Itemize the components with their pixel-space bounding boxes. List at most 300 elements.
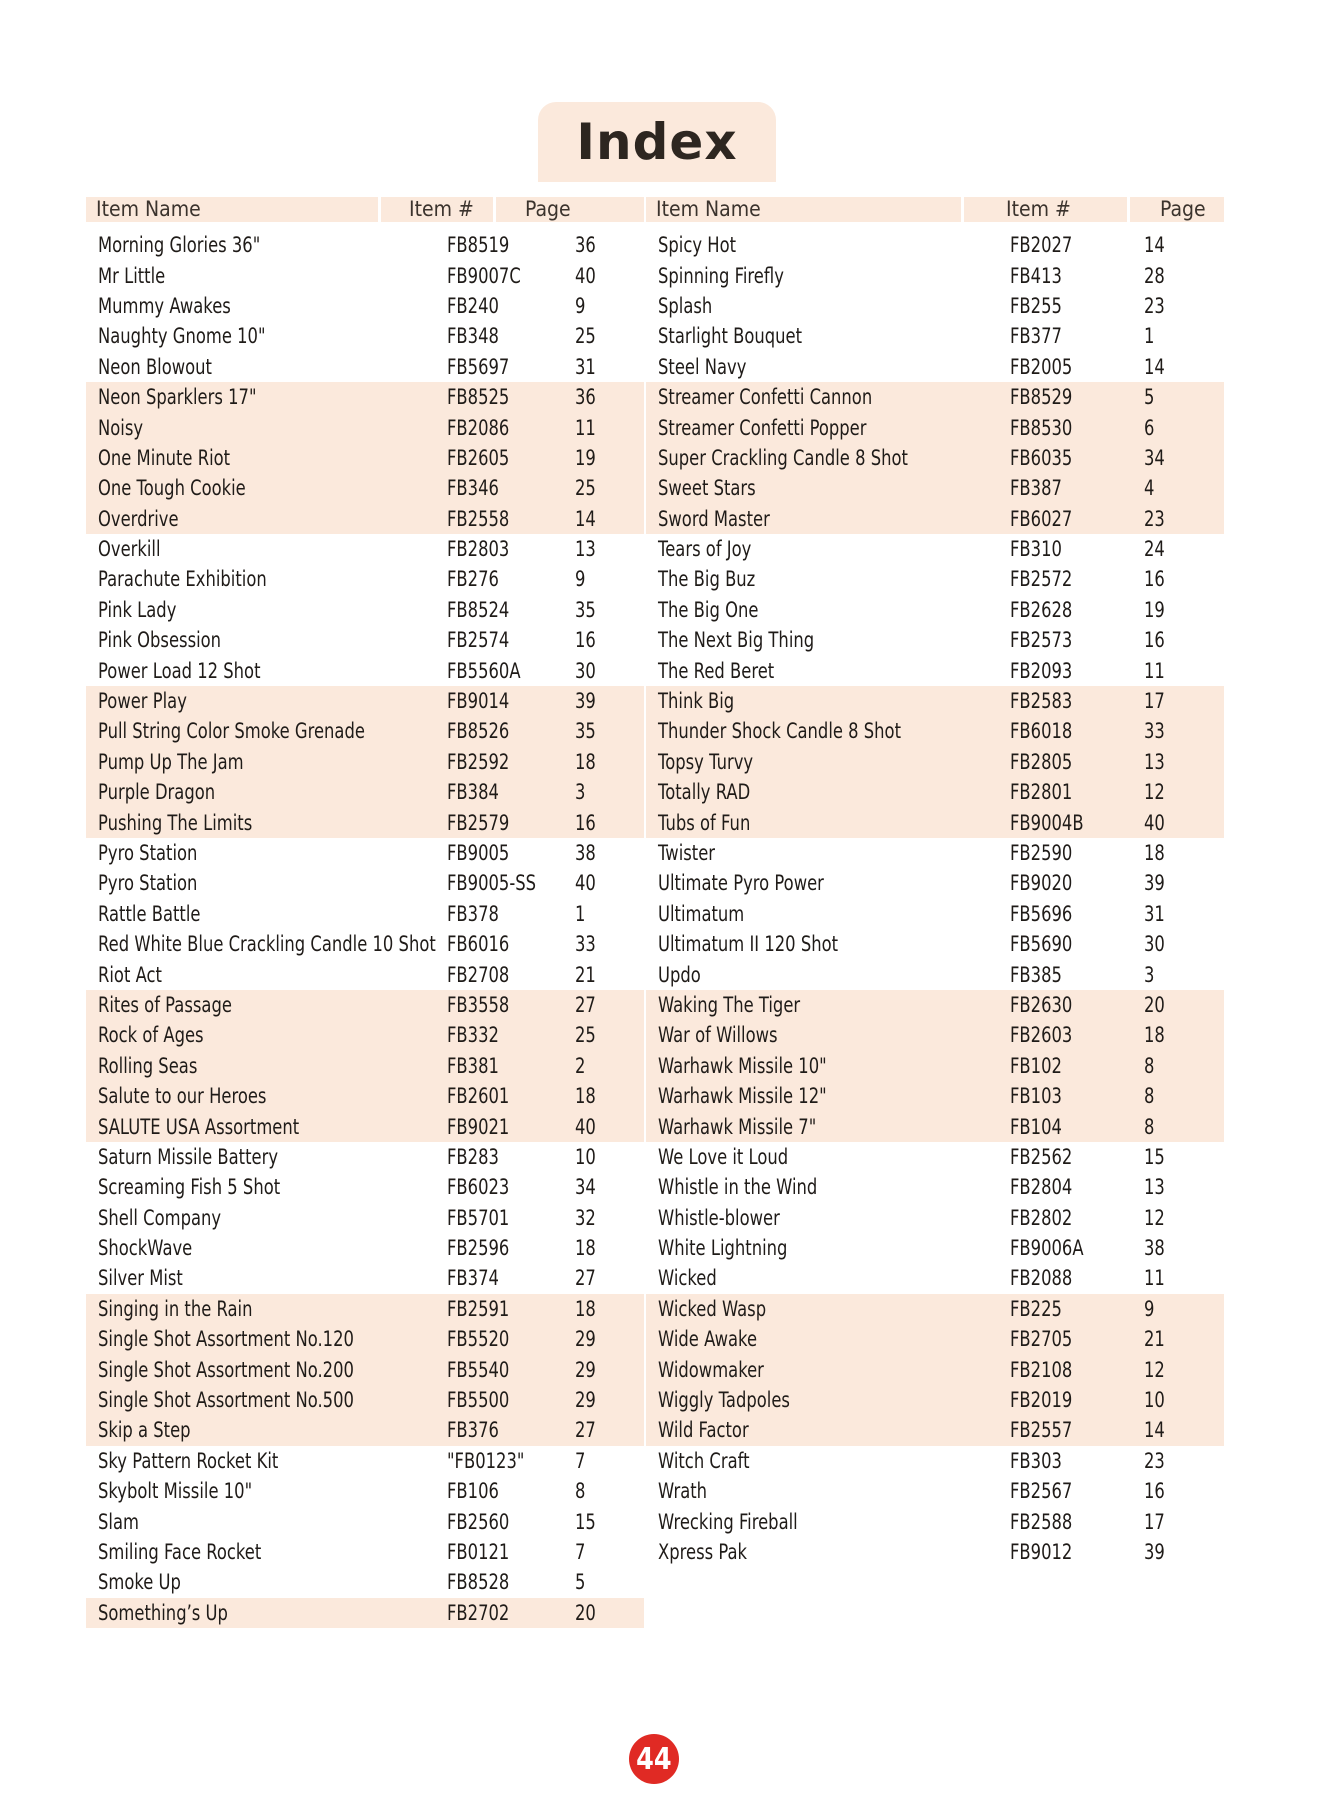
table-row — [646, 959, 1224, 989]
item-number-cell — [447, 1479, 575, 1503]
item-name-cell — [646, 1054, 1010, 1078]
item-name: Spinning Firefly — [658, 263, 784, 288]
item-page: 2 — [575, 1053, 586, 1078]
item-name: Noisy — [98, 415, 144, 440]
item-number: FB9005 — [447, 841, 510, 865]
item-page-cell — [1144, 1175, 1224, 1199]
item-number: "FB0123" — [447, 1448, 525, 1473]
item-name-cell — [86, 1570, 447, 1594]
item-number-cell — [1010, 1479, 1144, 1503]
item-number-cell — [1010, 446, 1144, 470]
item-number: FB385 — [1010, 962, 1062, 987]
table-row — [86, 1598, 644, 1628]
item-number-cell — [447, 1327, 575, 1351]
table-row — [86, 504, 644, 534]
table-header — [86, 197, 644, 222]
item-name: Tubs of Fun — [658, 810, 751, 835]
table-row — [86, 1081, 644, 1111]
item-name: ShockWave — [98, 1236, 193, 1261]
item-name: Wicked Wasp — [658, 1296, 767, 1321]
item-page-cell — [1144, 659, 1224, 683]
item-number-cell — [1010, 1054, 1144, 1078]
table-row — [86, 1294, 644, 1324]
item-page: 11 — [1144, 1266, 1165, 1291]
item-number-cell — [1010, 1023, 1144, 1047]
item-page-cell — [575, 324, 644, 348]
item-number: FB2596 — [447, 1236, 510, 1261]
item-page-cell — [575, 719, 644, 743]
item-name-cell — [646, 689, 1010, 713]
item-name-cell — [86, 1084, 447, 1108]
item-number: FB381 — [447, 1053, 499, 1078]
item-number-cell — [447, 993, 575, 1017]
item-page-cell — [1144, 811, 1224, 835]
item-page-cell — [575, 1084, 644, 1108]
item-number-cell — [1010, 963, 1144, 987]
item-number-cell — [447, 1023, 575, 1047]
table-row — [86, 291, 644, 321]
item-number-cell — [447, 1540, 575, 1564]
item-page: 39 — [1144, 1539, 1165, 1564]
item-page-cell — [575, 1540, 644, 1564]
table-row — [86, 595, 644, 625]
item-name-cell — [86, 993, 447, 1017]
item-number-cell — [1010, 233, 1144, 257]
table-row — [646, 1020, 1224, 1050]
item-page: 18 — [1144, 841, 1165, 865]
table-row — [646, 625, 1224, 655]
item-name: Updo — [658, 962, 701, 987]
item-name: Riot Act — [98, 962, 162, 987]
item-page-cell — [575, 780, 644, 804]
item-page: 16 — [1144, 567, 1165, 592]
item-name-cell — [646, 264, 1010, 288]
item-page: 12 — [1144, 1205, 1165, 1230]
item-page: 13 — [1144, 1175, 1165, 1200]
item-number: FB2702 — [447, 1600, 510, 1625]
item-name-cell — [646, 1297, 1010, 1321]
item-page: 8 — [575, 1479, 586, 1504]
item-name: Sky Pattern Rocket Kit — [98, 1448, 279, 1473]
item-number: FB332 — [447, 1023, 499, 1048]
item-name-cell — [646, 324, 1010, 348]
table-row — [86, 1506, 644, 1536]
item-page-cell — [1144, 1054, 1224, 1078]
table-row — [86, 1142, 644, 1172]
item-number-cell — [447, 1236, 575, 1260]
item-page: 14 — [575, 506, 596, 531]
item-name-cell — [86, 1023, 447, 1047]
item-page-cell — [1144, 264, 1224, 288]
item-number: FB2108 — [1010, 1357, 1073, 1382]
item-number: FB5500 — [447, 1388, 510, 1413]
item-number-cell — [1010, 689, 1144, 713]
item-page: 10 — [1144, 1388, 1165, 1413]
item-number: FB384 — [447, 780, 499, 805]
item-name: Witch Craft — [658, 1448, 750, 1473]
item-number-cell — [1010, 871, 1144, 895]
item-page-cell — [1144, 689, 1224, 713]
item-page-cell — [575, 1418, 644, 1442]
page-number: 44 — [636, 1741, 672, 1777]
table-row — [646, 807, 1224, 837]
item-number: FB2579 — [447, 810, 510, 835]
item-name: Tears of Joy — [658, 537, 752, 562]
item-name: Pink Lady — [98, 597, 177, 622]
item-page-cell — [1144, 719, 1224, 743]
item-number: FB2803 — [447, 537, 510, 562]
item-page: 18 — [575, 749, 596, 774]
item-name-cell — [86, 750, 447, 774]
item-page-cell — [1144, 233, 1224, 257]
item-name: Streamer Confetti Popper — [658, 415, 867, 440]
table-row — [86, 716, 644, 746]
item-name-cell — [86, 1297, 447, 1321]
item-number-cell — [447, 811, 575, 835]
table-row — [646, 899, 1224, 929]
header-item-name: Item Name — [646, 197, 961, 222]
item-number-cell — [1010, 1266, 1144, 1290]
item-name: Ultimatum II 120 Shot — [658, 932, 839, 957]
item-page-cell — [575, 476, 644, 500]
table-row — [86, 1415, 644, 1445]
item-name-cell — [86, 1358, 447, 1382]
item-page: 3 — [1144, 962, 1155, 987]
item-page-cell — [575, 1297, 644, 1321]
item-name: Super Crackling Candle 8 Shot — [658, 445, 908, 470]
item-number-cell — [447, 1175, 575, 1199]
item-number-cell — [1010, 932, 1144, 956]
item-name-cell — [86, 476, 447, 500]
item-name-cell — [646, 416, 1010, 440]
item-page: 9 — [575, 293, 586, 318]
item-number-cell — [1010, 1418, 1144, 1442]
item-name: Screaming Fish 5 Shot — [98, 1175, 281, 1200]
item-number-cell — [1010, 993, 1144, 1017]
item-page: 21 — [575, 962, 596, 987]
item-page: 29 — [575, 1357, 596, 1382]
item-number-cell — [1010, 264, 1144, 288]
item-name: Sword Master — [658, 506, 770, 531]
item-number: FB8525 — [447, 385, 510, 410]
item-page: 14 — [1144, 1418, 1165, 1443]
item-page: 12 — [1144, 780, 1165, 805]
item-name-cell — [646, 446, 1010, 470]
table-row — [86, 929, 644, 959]
item-page-cell — [575, 750, 644, 774]
item-name-cell — [86, 1054, 447, 1078]
item-page-cell — [1144, 416, 1224, 440]
item-name: The Red Beret — [658, 658, 775, 683]
item-number: FB2562 — [1010, 1144, 1073, 1169]
table-row — [646, 1233, 1224, 1263]
item-page: 17 — [1144, 689, 1165, 714]
item-page: 18 — [575, 1084, 596, 1109]
item-page-cell — [1144, 902, 1224, 926]
item-name: Widowmaker — [658, 1357, 764, 1382]
item-name: Single Shot Assortment No.200 — [98, 1357, 354, 1382]
item-number: FB8529 — [1010, 385, 1073, 410]
item-number-cell — [1010, 567, 1144, 591]
item-number-cell — [447, 1601, 575, 1625]
item-number: FB348 — [447, 324, 499, 349]
item-number: FB2560 — [447, 1509, 510, 1534]
table-row — [646, 1051, 1224, 1081]
item-page: 29 — [575, 1388, 596, 1413]
item-page: 14 — [1144, 233, 1165, 258]
table-row — [646, 412, 1224, 442]
item-number-cell — [447, 1510, 575, 1534]
item-name: Pyro Station — [98, 871, 198, 896]
item-name: Neon Blowout — [98, 354, 212, 379]
item-page-cell — [575, 1510, 644, 1534]
item-name: Twister — [658, 841, 716, 865]
item-number: FB9012 — [1010, 1539, 1073, 1564]
item-page: 32 — [575, 1205, 596, 1230]
item-name: Single Shot Assortment No.120 — [98, 1327, 354, 1352]
item-name: Pink Obsession — [98, 628, 222, 653]
table-row — [86, 807, 644, 837]
item-name-cell — [86, 963, 447, 987]
item-page: 19 — [575, 445, 596, 470]
item-number: FB6035 — [1010, 445, 1073, 470]
item-page-cell — [575, 233, 644, 257]
table-row — [646, 1415, 1224, 1445]
item-page: 33 — [1144, 719, 1165, 744]
item-number-cell — [1010, 1115, 1144, 1139]
item-name: Silver Mist — [98, 1266, 183, 1291]
item-page: 29 — [575, 1327, 596, 1352]
item-name-cell — [646, 902, 1010, 926]
item-number: FB376 — [447, 1418, 499, 1443]
table-row — [86, 747, 644, 777]
item-number: FB2802 — [1010, 1205, 1073, 1230]
table-body — [646, 230, 1224, 1567]
item-number-cell — [447, 902, 575, 926]
item-name: Sweet Stars — [658, 476, 756, 501]
item-number: FB9006A — [1010, 1236, 1084, 1261]
item-name-cell — [646, 1145, 1010, 1169]
item-page: 23 — [1144, 506, 1165, 531]
item-name-cell — [646, 993, 1010, 1017]
item-number-cell — [447, 932, 575, 956]
item-number: FB2605 — [447, 445, 510, 470]
item-number: FB8526 — [447, 719, 510, 744]
item-number: FB2601 — [447, 1084, 510, 1109]
item-page-cell — [575, 446, 644, 470]
table-row — [86, 1385, 644, 1415]
table-row — [646, 777, 1224, 807]
item-name-cell — [646, 567, 1010, 591]
item-page: 25 — [575, 476, 596, 501]
item-name-cell — [646, 1206, 1010, 1230]
item-name: Ultimate Pyro Power — [658, 871, 824, 896]
item-page: 24 — [1144, 537, 1165, 562]
item-number-cell — [447, 1084, 575, 1108]
item-name-cell — [646, 507, 1010, 531]
item-number: FB2592 — [447, 749, 510, 774]
item-number: FB346 — [447, 476, 499, 501]
item-number-cell — [447, 476, 575, 500]
item-page-cell — [575, 1327, 644, 1351]
item-number-cell — [1010, 1327, 1144, 1351]
item-page-cell — [575, 628, 644, 652]
item-number-cell — [447, 324, 575, 348]
item-page: 27 — [575, 992, 596, 1017]
table-row — [86, 352, 644, 382]
item-name-cell — [86, 1449, 447, 1473]
item-page-cell — [1144, 1084, 1224, 1108]
item-page: 40 — [1144, 810, 1165, 835]
table-row — [86, 1263, 644, 1293]
table-header — [646, 197, 1224, 222]
item-number-cell — [1010, 780, 1144, 804]
item-page-cell — [1144, 1206, 1224, 1230]
item-page-cell — [1144, 294, 1224, 318]
table-row — [646, 1506, 1224, 1536]
item-name-cell — [86, 1388, 447, 1412]
item-name-cell — [646, 1327, 1010, 1351]
table-row — [86, 990, 644, 1020]
item-number: FB5690 — [1010, 932, 1073, 957]
table-row — [646, 716, 1224, 746]
item-page: 39 — [575, 689, 596, 714]
item-name-cell — [646, 841, 1010, 865]
item-name-cell — [86, 1206, 447, 1230]
table-row — [86, 443, 644, 473]
item-number-cell — [1010, 1297, 1144, 1321]
item-page-cell — [575, 567, 644, 591]
item-page: 34 — [575, 1175, 596, 1200]
item-number-cell — [1010, 1236, 1144, 1260]
table-body — [86, 230, 644, 1628]
table-row — [86, 1233, 644, 1263]
item-name-cell — [646, 1266, 1010, 1290]
item-number: FB310 — [1010, 537, 1062, 562]
item-page: 40 — [575, 263, 596, 288]
item-name-cell — [646, 537, 1010, 561]
item-number-cell — [447, 1145, 575, 1169]
header-item-name: Item Name — [86, 197, 378, 222]
item-name-cell — [86, 598, 447, 622]
item-page-cell — [1144, 993, 1224, 1017]
item-number: FB2801 — [1010, 780, 1073, 805]
item-page: 21 — [1144, 1327, 1165, 1352]
item-page-cell — [1144, 1236, 1224, 1260]
table-row — [86, 1051, 644, 1081]
header-page: Page — [1130, 197, 1224, 222]
item-page-cell — [575, 1145, 644, 1169]
item-page: 8 — [1144, 1114, 1155, 1139]
item-name: Power Play — [98, 689, 187, 714]
item-name-cell — [86, 1510, 447, 1534]
table-row — [86, 534, 644, 564]
item-page-cell — [1144, 476, 1224, 500]
item-page: 6 — [1144, 415, 1155, 440]
item-name-cell — [646, 1510, 1010, 1534]
item-page: 5 — [1144, 385, 1155, 410]
item-page: 23 — [1144, 293, 1165, 318]
item-name: Rock of Ages — [98, 1023, 204, 1048]
item-number-cell — [447, 507, 575, 531]
item-name-cell — [86, 841, 447, 865]
item-name-cell — [86, 537, 447, 561]
item-number: FB2557 — [1010, 1418, 1073, 1443]
item-number-cell — [447, 385, 575, 409]
item-page: 18 — [575, 1236, 596, 1261]
item-number-cell — [447, 294, 575, 318]
item-name-cell — [646, 750, 1010, 774]
item-page: 36 — [575, 385, 596, 410]
item-name-cell — [86, 1145, 447, 1169]
item-name: Smoke Up — [98, 1570, 181, 1595]
item-number-cell — [447, 567, 575, 591]
item-page-cell — [575, 355, 644, 379]
table-row — [86, 959, 644, 989]
item-name-cell — [646, 1175, 1010, 1199]
item-name-cell — [86, 932, 447, 956]
item-number-cell — [447, 1206, 575, 1230]
item-number-cell — [447, 780, 575, 804]
table-row — [646, 990, 1224, 1020]
item-number-cell — [447, 1297, 575, 1321]
item-number: FB106 — [447, 1479, 499, 1504]
table-row — [646, 1446, 1224, 1476]
item-name: Pushing The Limits — [98, 810, 253, 835]
item-name-cell — [86, 324, 447, 348]
item-number: FB2630 — [1010, 992, 1073, 1017]
item-name: Warhawk Missile 12" — [658, 1084, 827, 1109]
index-column-left — [86, 197, 644, 1628]
item-name: Ultimatum — [658, 901, 745, 926]
table-row — [646, 1203, 1224, 1233]
item-page-cell — [1144, 1449, 1224, 1473]
item-name: Mr Little — [98, 263, 166, 288]
item-name-cell — [646, 385, 1010, 409]
item-number: FB2093 — [1010, 658, 1073, 683]
item-name: The Next Big Thing — [658, 628, 815, 653]
item-page-cell — [575, 659, 644, 683]
item-name: Saturn Missile Battery — [98, 1144, 279, 1169]
item-page-cell — [1144, 841, 1224, 865]
item-name: Rolling Seas — [98, 1053, 198, 1078]
item-number: FB2019 — [1010, 1388, 1073, 1413]
item-number-cell — [447, 871, 575, 895]
item-number: FB0121 — [447, 1539, 510, 1564]
item-name-cell — [646, 1084, 1010, 1108]
item-number: FB374 — [447, 1266, 499, 1291]
item-page-cell — [575, 689, 644, 713]
item-page-cell — [575, 264, 644, 288]
item-number: FB5540 — [447, 1357, 510, 1382]
item-page-cell — [575, 963, 644, 987]
item-name-cell — [86, 446, 447, 470]
item-number: FB2583 — [1010, 689, 1073, 714]
table-row — [86, 838, 644, 868]
item-page: 39 — [1144, 871, 1165, 896]
item-number-cell — [1010, 719, 1144, 743]
table-row — [646, 1111, 1224, 1141]
item-name-cell — [646, 963, 1010, 987]
item-name-cell — [646, 1540, 1010, 1564]
table-row — [86, 1476, 644, 1506]
index-column-right — [646, 197, 1224, 1567]
table-row — [86, 412, 644, 442]
item-name: Single Shot Assortment No.500 — [98, 1388, 354, 1413]
item-page-cell — [575, 902, 644, 926]
item-page: 25 — [575, 324, 596, 349]
item-page: 15 — [575, 1509, 596, 1534]
